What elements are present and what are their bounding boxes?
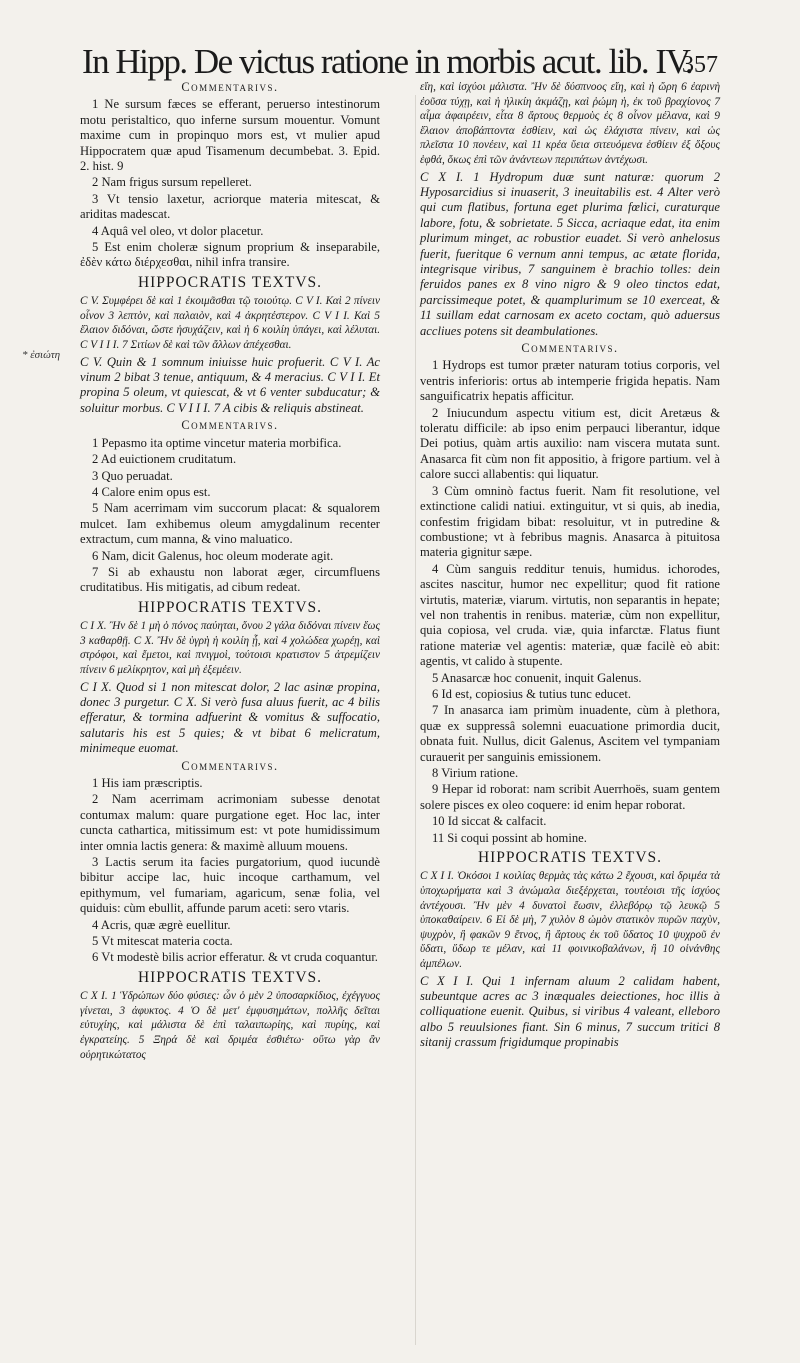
commentary-paragraph: 9 Hepar id roborat: nam scribit Auerrhoës, suam gentem solere pisces ex oleo coquere: id enim hepar roborat. [420,782,720,812]
page-number: 357 [682,52,718,78]
greek-text: C X I I. Ὁκόσοι 1 κοιλίας θερμὰς τὰς κάτω 2 ἔχουσι, καὶ δριμέα τὰ ὑποχωρήματα καὶ 3 ἀνώμαλα διεξέρχεται, τουτέοισι τῆς ἰσχύος ἀντέχουσι. Ἢν μὲν 4 δυνατοὶ ἔωσιν, ἐλλεβόρῳ τῷ λευκῷ 5 ὑποκαθαίρειν. 6 Εἰ δὲ μὴ, 7 χυλὸν 8 ὠμὸν στατικὸν πυρῶν παχὺν, ψυχρὸν, ἢ φακῶν 9 ἔτνος, ἢ ἄρτους ἐκ τοῦ ὕδατος 10 ψυχροῦ ἐν ὕδατι, ὕδωρ τε μέλαν, καὶ 11 φοινικοβαλάνων, ἢ 10 οἰνάνθης ἀμπέλων. [420,870,720,970]
section-heading: HIPPOCRATIS TEXTVS. [477,849,663,867]
right-column [420,80,720,1053]
commentary-paragraph: 10 Id siccat & calfacit. [432,814,547,829]
commentary-paragraph: 3 Quo peruadat. [92,468,173,483]
left-column [80,80,380,1064]
commentary-paragraph: 2 Nam frigus sursum repelleret. [92,175,252,190]
commentary-paragraph: 7 Si ab exhaustu non laborat æger, circumfluens cruditatibus. His mitigatis, ad cibum redeat. [80,564,380,595]
commentary-paragraph: 11 Si coqui possint ab homine. [432,830,587,845]
commentary-paragraph: 6 Id est, copiosius & tutius tunc educet. [432,686,632,701]
commentary-paragraph: 5 Est enim choleræ signum proprium & inseparabile, ἐδὲν κάτω διέρχεσθαι, nihil infra transire. [80,240,380,270]
commentary-heading: Commentarivs. [181,418,279,433]
commentary-paragraph: 1 Ne sursum fæces se efferant, peruerso intestinorum motu peristaltico, quo inferne sursum mouentur. Vomunt maxime cum in propinquo mors est, vt mulier apud Hippocratem quæ apud Tisamenum decumbebat. 3. Epid. 2. hist. 9 [80,97,380,174]
commentary-paragraph: 3 Lactis serum ita facies purgatorium, quod iucundè bibitur accipe lac, huic incoque carthamum, vel epithymum, vel fumariam, agaricum, senæ folia, vel quiduis: cùm ebullit, affunde parum aceti: sero vtaris. [80,855,380,916]
greek-text: C X I. 1 Ὑδρώπων δύο φύσιες: ὧν ὁ μὲν 2 ὑποσαρκίδιος, ἐχέγγυος γίνεται, 3 ἀφυκτος. 4 Ὁ δὲ μετ' ἐμφυσημάτων, πολλῆς δεῖται εὐτυχίης, καὶ μάλιστα δὲ ἐπὶ ταλαιπωρίης, καὶ πυρίης, καὶ ἐγκρατείης. 5 Ξηρά δὲ καὶ δριμέα ἐσθιέτω· οὕτω γὰρ ἂν οὐρητικώτατος [80,990,380,1061]
page-title: In Hipp. De victus ratione in morbis acut. lib. IV. [82,42,693,81]
latin-text: C X I I. Qui 1 infernam aluum 2 calidam habent, subeuntque acres ac 3 inæquales deiectiones, hoc illis à colliquatione euenit. Quibus, si viribus 4 valeant, elleboro albo 5 reuulsiones fiant. Sin 6 minus, 7 succum tritici 8 sitanij crassum frigidumque propinabis [420,973,720,1050]
commentary-paragraph: 3 Vt tensio laxetur, acriorque materia mitescat, & ariditas madescat. [80,191,380,222]
commentary-heading: Commentarivs. [181,80,279,94]
commentary-paragraph: 4 Calore enim opus est. [92,484,211,499]
commentary-paragraph: 4 Cùm sanguis redditur tenuis, humidus. ichorodes, ascites nascitur, humor nec expellitur; quod fit ratione virtutis, materiæ, viarum. virtutis, non separantis in hepate; vel non trahentis in renibus. materiæ, cùm non expellitur, quia copiosa, vel cruda. viæ, quia infarctæ. Flatus fiunt ratione materiæ vel agentis: materiæ, quæ facilè eò abit: agentis, vt calido à stupente. [420,561,720,669]
commentary-paragraph: 8 Virium ratione. [432,766,519,780]
commentary-heading: Commentarivs. [181,758,279,773]
commentary-paragraph: 1 Hydrops est tumor præter naturam totius corporis, vel ventris inferioris: ortus ab intemperie frigida hepatis. Nam sanguificatrix hepatis afficitur. [420,358,720,404]
commentary-paragraph: 1 His iam præscriptis. [92,775,203,790]
section-heading: HIPPOCRATIS TEXTVS. [137,968,323,986]
commentary-paragraph: 2 Iniucundum aspectu vitium est, dicit Aretæus & toleratu difficile: ab ipso enim perpauci liberantur, idque Dei potius, quàm artis auxilio: nam viscera mutata sunt. Anasarca fit cùm non fit appositio, à frigore partium. vel à calore succi allabentis: qui liquatur. [420,405,720,482]
latin-text: C X I. 1 Hydropum duæ sunt naturæ: quorum 2 Hyposarcidius si inuaserit, 3 ineuitabilis est. 4 Alter verò qui cum flatibus, fortuna eget plurima fœlici, curaturque labore, fotu, & sobrietate. 5 Sicca, acriaque edat, ita enim plurimum minget, ac robustior euadet. Si verò anhelosus fuerit, fueritque 6 vernum anni tempus, ac ætate florida, integrisque viribus, 7 sanguinem è brachio tolles: dein feruidos panes ex 8 vino nigro & 9 oleo tinctos edat, parcissimeque potet, & quamplurimum se 10 exerceat, & 11 suillam edat carnosam ex aceto coctam, quò aduersus accliues potens sit deambulationes. [420,169,720,338]
greek-text: C I X. Ἢν δὲ 1 μὴ ὁ πόνος παύηται, ὄνου 2 γάλα διδόναι πίνειν ἕως 3 καθαρθῇ. C X. Ἢν δὲ ὑγρὴ ἡ κοιλίη ᾖ, καὶ 4 χολώδεα χωρέῃ, καὶ στρόφοι, καὶ ἔμετοι, καὶ πνιγμοὶ, τούτοισι κρατιστον 5 ἀτρεμίζειν πίνειν 6 μελίκρητον, καὶ μὴ ἐξεμέειν. [80,620,380,676]
commentary-paragraph: 6 Nam, dicit Galenus, hoc oleum moderate agit. [92,548,334,563]
commentary-paragraph: 5 Nam acerrimam vim succorum placat: & squalorem mulcet. Iam exhibemus oleum amygdalinum recenter extractum, cum manna, & vino maluatico. [80,501,380,547]
section-heading: HIPPOCRATIS TEXTVS. [137,273,323,291]
greek-text: C V. Συμφέρει δὲ καὶ 1 ἐκοιμᾶσθαι τῷ τοιούτῳ. C V I. Καὶ 2 πίνειν οἶνον 3 λεπτὸν, καὶ παλαιὸν, καὶ 4 ἀκρητέστερον. C V I I. Καὶ 5 ἔλαιον διδόναι, ὥστε ἡσυχάζειν, καὶ ἡ 6 κοιλίη ὑπάγει, καὶ λέλυται. C V I I I. 7 Σιτίων δὲ καὶ τῶν ἄλλων ἀπέχεσθαι. [80,295,380,352]
commentary-paragraph: 1 Pepasmo ita optime vincetur materia morbifica. [92,435,342,450]
commentary-paragraph: 2 Ad euictionem cruditatum. [92,452,237,467]
column-divider [415,95,416,1345]
commentary-paragraph: 5 Anasarcæ hoc conuenit, inquit Galenus. [432,670,642,685]
margin-note: * ἐσιώτη [22,349,61,361]
commentary-paragraph: 5 Vt mitescat materia cocta. [92,934,233,949]
greek-text: εἴη, καὶ ἰσχύοι μάλιστα. Ἢν δὲ δύσπνοος εἴη, καὶ ἡ ὥρη 6 ἐαρινὴ ἐοῦσα τύχῃ, καὶ ἡ ἡλικίη ἀκμάζῃ, καὶ ῥώμη ἡ, ἐκ τοῦ βραχίονος 7 αἷμα ἀφαιρέειν, εἶτα 8 ἄρτους θερμοὺς ἐς 8 οἶνον μέλανα, καὶ 9 ἔλαιον ἀποβάπτοντα ἐσθίειν, καὶ ὡς ἐλάχιστα πίνειν, καὶ ὡς πλεῖστα 10 πονέειν, καὶ 11 κρέα ὕεια σιτευόμενα ἐσθίειν ἐξ ὄξους ἑφθά, ὅκως ἐπὶ τῶν ἀνάντεων περιπάτων ἀντέχωσι. [420,81,720,166]
commentary-paragraph: 6 Vt modestè bilis acrior efferatur. & vt cruda coquantur. [92,950,378,965]
latin-text: C I X. Quod si 1 non mitescat dolor, 2 lac asinæ propina, donec 3 purgetur. C X. Si verò fusa aluus fuerit, ac 4 bilis efferatur, & tormina adfuerint & vomitus & suffocatio, salutaris his est 5 quies; & vt bibat 6 melicratum, minimeque euomat. [80,679,380,756]
commentary-paragraph: 7 In anasarca iam primùm inuadente, cùm à plethora, quæ ex suppressâ solemni euacuatione primordia ducit, obnata fuit. Nullus, dicit Galenus, Ascitem vel tympaniam curauerit per sanguinis emissionem. [420,703,720,764]
commentary-paragraph: 4 Aquâ vel oleo, vt dolor placetur. [92,223,264,238]
section-heading: HIPPOCRATIS TEXTVS. [137,598,323,616]
commentary-paragraph: 4 Acris, quæ ægrè euellitur. [92,917,231,932]
commentary-paragraph: 2 Nam acerrimam acrimoniam subesse denotat contumax malum: quare purgatione eget. Hoc lac, inter cuncta cathartica, mitissimum est: vt pote humidissimum inter omnia lactis genera: & maximè alluum mouens. [80,792,380,853]
running-header [70,38,718,84]
latin-text: C V. Quin & 1 somnum iniuisse huic profuerit. C V I. Ac vinum 2 bibat 3 tenue, antiquum, & 4 meracius. C V I I. Et propina 5 oleum, vt quiescat, & vt 6 venter subducatur; & soluitur morbus. C V I I I. 7 A cibis & reliquis abstineat. [80,354,380,415]
commentary-heading: Commentarivs. [521,341,619,356]
commentary-paragraph: 3 Cùm omninò factus fuerit. Nam fit resolutione, vel extinctione calidi natiui. extinguitur, vt si quis, ab inedia, confestim frigidam bibat: resoluitur, vt in putredine & combustione; vt à febribus magnis. Anasarca à pituitosa materia gignitur sæpe. [420,483,720,560]
